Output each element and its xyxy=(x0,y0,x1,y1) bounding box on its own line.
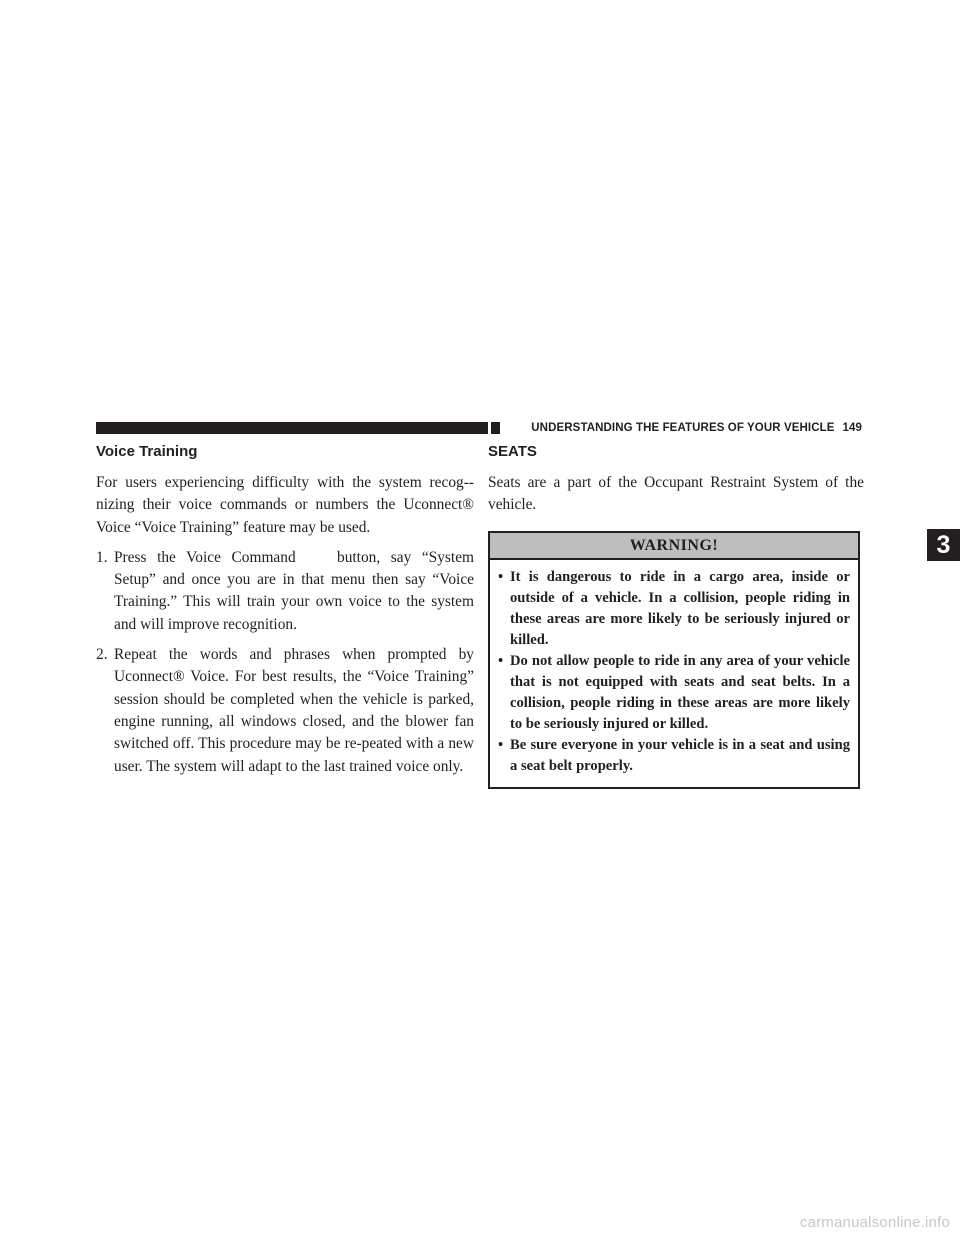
warning-box xyxy=(488,531,860,789)
bullet-icon: • xyxy=(498,736,504,753)
warning-item xyxy=(498,735,850,777)
running-head xyxy=(500,418,862,438)
warning-item-text: It is dangerous to ride in a cargo area, inside or outside of a vehicle. In a collision, people riding in these areas are more likely to be seriously injured or killed. xyxy=(510,568,850,648)
header-rule-left xyxy=(96,422,488,434)
step-item xyxy=(96,644,474,778)
step-text: Press the Voice Command button, say “System Setup” and once you are in that menu then say “Voice Training.” This will train your own voice to the system and will improve recognition. xyxy=(114,548,474,633)
warning-title: WARNING! xyxy=(490,533,858,560)
voice-training-heading: Voice Training xyxy=(96,443,198,460)
warning-item xyxy=(498,651,850,735)
step-number: 1. xyxy=(96,548,108,566)
warning-item-text: Do not allow people to ride in any area of your vehicle that is not equipped with seats and seat belts. In a collision, people riding in these areas are more likely to be seriously injured or killed. xyxy=(510,652,850,732)
step-text: Repeat the words and phrases when prompted by Uconnect® Voice. For best results, the “Voice Training” session should be completed when the vehicle is parked, engine running, all windows closed, and the blower fan switched off. This procedure may be re-peated with a new user. The system will adapt to the last trained voice only. xyxy=(114,646,474,775)
step-item xyxy=(96,547,474,636)
warning-item xyxy=(498,567,850,651)
footer-watermark: carmanualsonline.info xyxy=(799,1214,950,1231)
chapter-tab: 3 xyxy=(927,529,960,561)
seats-heading: SEATS xyxy=(488,443,537,460)
running-head-title: UNDERSTANDING THE FEATURES OF YOUR VEHICLE xyxy=(531,422,835,434)
seats-intro: Seats are a part of the Occupant Restraint System of the vehicle. xyxy=(488,474,864,514)
page-number: 149 xyxy=(842,422,862,434)
warning-item-text: Be sure everyone in your vehicle is in a seat and using a seat belt properly. xyxy=(510,736,850,774)
warning-list xyxy=(490,560,858,787)
bullet-icon: • xyxy=(498,568,504,585)
left-column xyxy=(96,442,474,786)
voice-training-steps xyxy=(96,547,474,778)
voice-training-intro: For users experiencing difficulty with the system recog-nizing their voice commands or numbers the Uconnect® Voice “Voice Training” feature may be used. xyxy=(96,474,474,536)
step-number: 2. xyxy=(96,646,108,664)
right-column xyxy=(488,442,864,789)
bullet-icon: • xyxy=(498,652,504,669)
